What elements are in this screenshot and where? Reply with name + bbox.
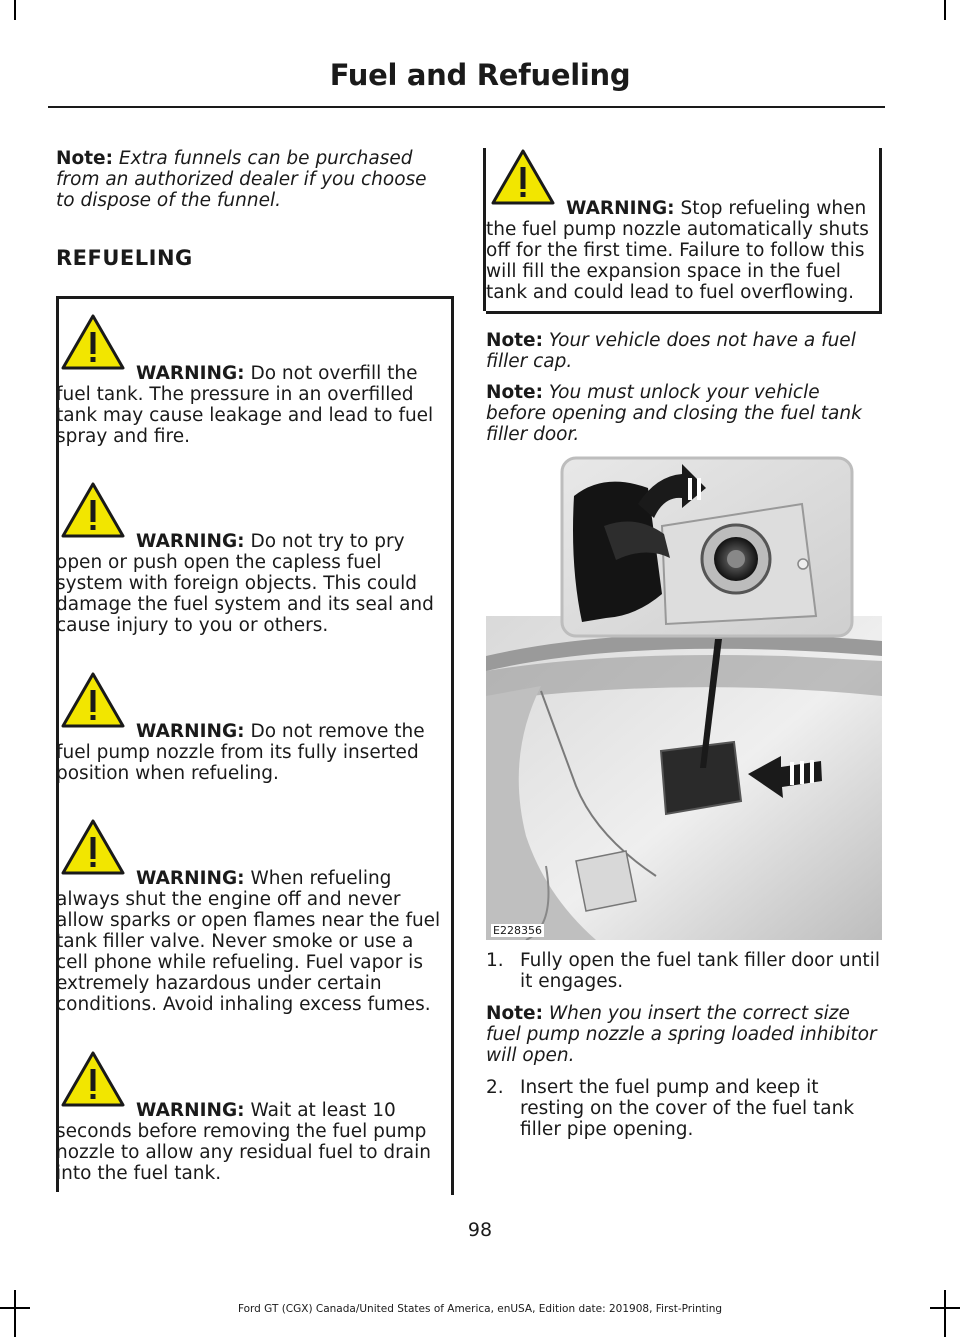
- warning-text: Stop refueling when the fuel pump nozzle automatically shuts off for the first time. Failure to follow this will fill the expansion space in the fuel tank and could lead to fuel overflowing.: [486, 198, 869, 303]
- note: [486, 330, 882, 372]
- note-label: Note:: [486, 330, 543, 351]
- warning-label: WARNING:: [566, 198, 675, 219]
- page-number: 98: [467, 1219, 493, 1241]
- warning-text: Do not overfill the fuel tank. The pressure in an overfilled tank may cause leakage and lead to fuel spray and fire.: [56, 363, 434, 447]
- warning-block: [56, 1050, 445, 1184]
- warning-block: [56, 818, 445, 1015]
- warning-triangle-icon: [60, 818, 126, 876]
- warning-label: WARNING:: [136, 868, 245, 889]
- warning-text: Do not remove the fuel pump nozzle from its fully inserted position when refueling.: [56, 721, 425, 784]
- warning-block: [56, 671, 445, 784]
- header-divider: [48, 106, 885, 108]
- fuel-door-illustration: [486, 456, 882, 940]
- note-label: Note:: [56, 148, 113, 169]
- note-label: Note:: [486, 382, 543, 403]
- note: [56, 148, 448, 211]
- page-title: Fuel and Refueling: [329, 58, 631, 92]
- figure-id: E228356: [493, 924, 542, 937]
- warning-triangle-icon: [60, 1050, 126, 1108]
- step-number: 1.: [486, 950, 504, 971]
- left-column: [56, 148, 448, 1195]
- warning-text: When refueling always shut the engine off and never allow sparks or open flames near the fuel tank filler valve. Never smoke or use a cell phone while refueling. Fuel vapor is extremely hazardous under certain conditions. Avoid inhaling excess fumes.: [56, 868, 441, 1015]
- warning-block: [56, 313, 445, 447]
- note-text: When you insert the correct size fuel pump nozzle a spring loaded inhibitor will open.: [486, 1003, 877, 1066]
- warning-text: Do not try to pry open or push open the capless fuel system with foreign objects. This could damage the fuel system and its seal and cause injury to you or others.: [56, 531, 434, 636]
- note-label: Note:: [486, 1003, 543, 1024]
- step-number: 2.: [486, 1077, 504, 1098]
- warning-panel: [56, 296, 454, 1195]
- right-column: [486, 148, 882, 1140]
- step-list: [486, 1077, 882, 1140]
- crop-mark: [944, 0, 946, 20]
- warning-text: Wait at least 10 seconds before removing the fuel pump nozzle to allow any residual fuel to drain into the fuel tank.: [56, 1100, 431, 1184]
- section-heading: REFUELING: [56, 246, 193, 270]
- step-text: Insert the fuel pump and keep it resting on the cover of the fuel tank filler pipe opening.: [520, 1077, 855, 1140]
- step-text: Fully open the fuel tank filler door until it engages.: [520, 950, 880, 992]
- note: [486, 1003, 882, 1066]
- warning-triangle-icon: [60, 671, 126, 729]
- warning-triangle-icon: [490, 148, 556, 206]
- note-text: Extra funnels can be purchased from an authorized dealer if you choose to dispose of the funnel.: [56, 148, 427, 211]
- warning-label: WARNING:: [136, 721, 245, 742]
- warning-triangle-icon: [60, 481, 126, 539]
- warning-label: WARNING:: [136, 531, 245, 552]
- warning-block: [486, 148, 873, 303]
- footer-text: Ford GT (CGX) Canada/United States of America, enUSA, Edition date: 201908, First-Printing: [237, 1303, 723, 1315]
- list-item: [486, 950, 882, 992]
- note-text: You must unlock your vehicle before opening and closing the fuel tank filler door.: [486, 382, 862, 445]
- warning-label: WARNING:: [136, 1100, 245, 1121]
- note-text: Your vehicle does not have a fuel filler cap.: [486, 330, 856, 372]
- crop-mark: [14, 0, 16, 20]
- list-item: [486, 1077, 882, 1140]
- step-list: [486, 950, 882, 992]
- note: [486, 382, 882, 445]
- warning-panel: [486, 148, 882, 314]
- warning-block: [56, 481, 445, 636]
- warning-label: WARNING:: [136, 363, 245, 384]
- warning-triangle-icon: [60, 313, 126, 371]
